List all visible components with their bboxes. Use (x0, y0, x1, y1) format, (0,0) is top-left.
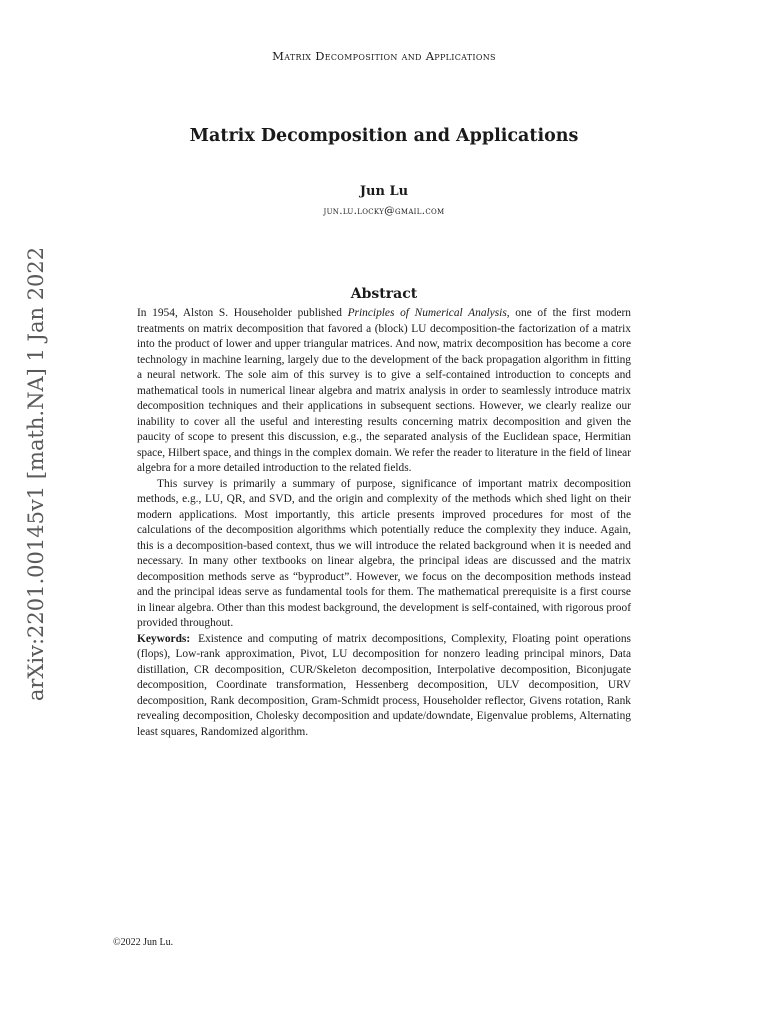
keywords-label: Keywords: (137, 632, 191, 645)
keywords-list: Existence and computing of matrix decompositions, Complexity, Floating point operations (flops), Low-rank approximation, Pivot, LU decomposition for nonzero leading principal minors, Data distillation, CR decomposition, CUR/Skeleton decomposition, Interpolative decomposition, Biconjugate decomposition, Coordinate transformation, Hessenberg decomposition, ULV decomposition, URV decomposition, Rank decomposition, Gram-Schmidt process, Householder reflector, Givens rotation, Rank revealing decomposition, Cholesky decomposition and update/downdate, Eigenvalue problems, Alternating least squares, Randomized algorithm. (137, 632, 631, 738)
abstract-body (137, 306, 631, 740)
paper-title: Matrix Decomposition and Applications (189, 126, 579, 146)
keywords-paragraph (137, 632, 631, 741)
author-email[interactable] (0, 205, 768, 217)
abstract-p1-rest: , one of the first modern treatments on matrix decomposition that favored a (block) LU decomposition-the factorization of a matrix into the product of lower and upper triangular matrices. And now, matrix decomposition has become a core technology in machine learning, largely due to the development of the back propagation algorithm in fitting a neural network. The sole aim of this survey is to give a self-contained introduction to concepts and mathematical tools in numerical linear algebra and matrix analysis in order to seamlessly introduce matrix decomposition techniques and their applications in subsequent sections. However, we clearly realize our inability to cover all the useful and interesting results concerning matrix decomposition and given the paucity of scope to present this discussion, e.g., the separated analysis of the Euclidean space, Hermitian space, Hilbert space, and things in the complex domain. We refer the reader to literature in the field of linear algebra for a more detailed introduction to the related fields. (137, 307, 631, 474)
running-head: Matrix Decomposition and Applications (272, 49, 496, 63)
book-title: Principles of Numerical Analysis (347, 307, 507, 319)
author-email-text: jun.lu.locky@gmail.com (323, 205, 445, 217)
abstract-paragraph-1 (137, 306, 631, 477)
arxiv-identifier-stamp: arXiv:2201.00145v1 [math.NA] 1 Jan 2022 (24, 246, 48, 702)
abstract-p1-start: In 1954, Alston S. Householder published (137, 307, 348, 319)
abstract-paragraph-2: This survey is primarily a summary of purpose, significance of important matrix decomposition methods, e.g., LU, QR, and SVD, and the origin and complexity of the methods which shed light on their modern applications. Most importantly, this article presents improved procedures for most of the calculations of the decomposition algorithms which potentially reduce the complexity they induce. Again, this is a decomposition-based context, thus we will introduce the related background when it is needed and necessary. In many other textbooks on linear algebra, the principal ideas are discussed and the matrix decomposition methods serve as “byproduct”. However, we focus on the decomposition methods instead and the principal ideas serve as fundamental tools for them. The mathematical prerequisite is a first course in linear algebra. Other than this modest background, the development is self-contained, with rigorous proof provided throughout. (137, 477, 631, 629)
copyright-notice: ©2022 Jun Lu. (113, 937, 174, 948)
author-name: Jun Lu (359, 184, 409, 199)
abstract-heading: Abstract (350, 286, 418, 302)
